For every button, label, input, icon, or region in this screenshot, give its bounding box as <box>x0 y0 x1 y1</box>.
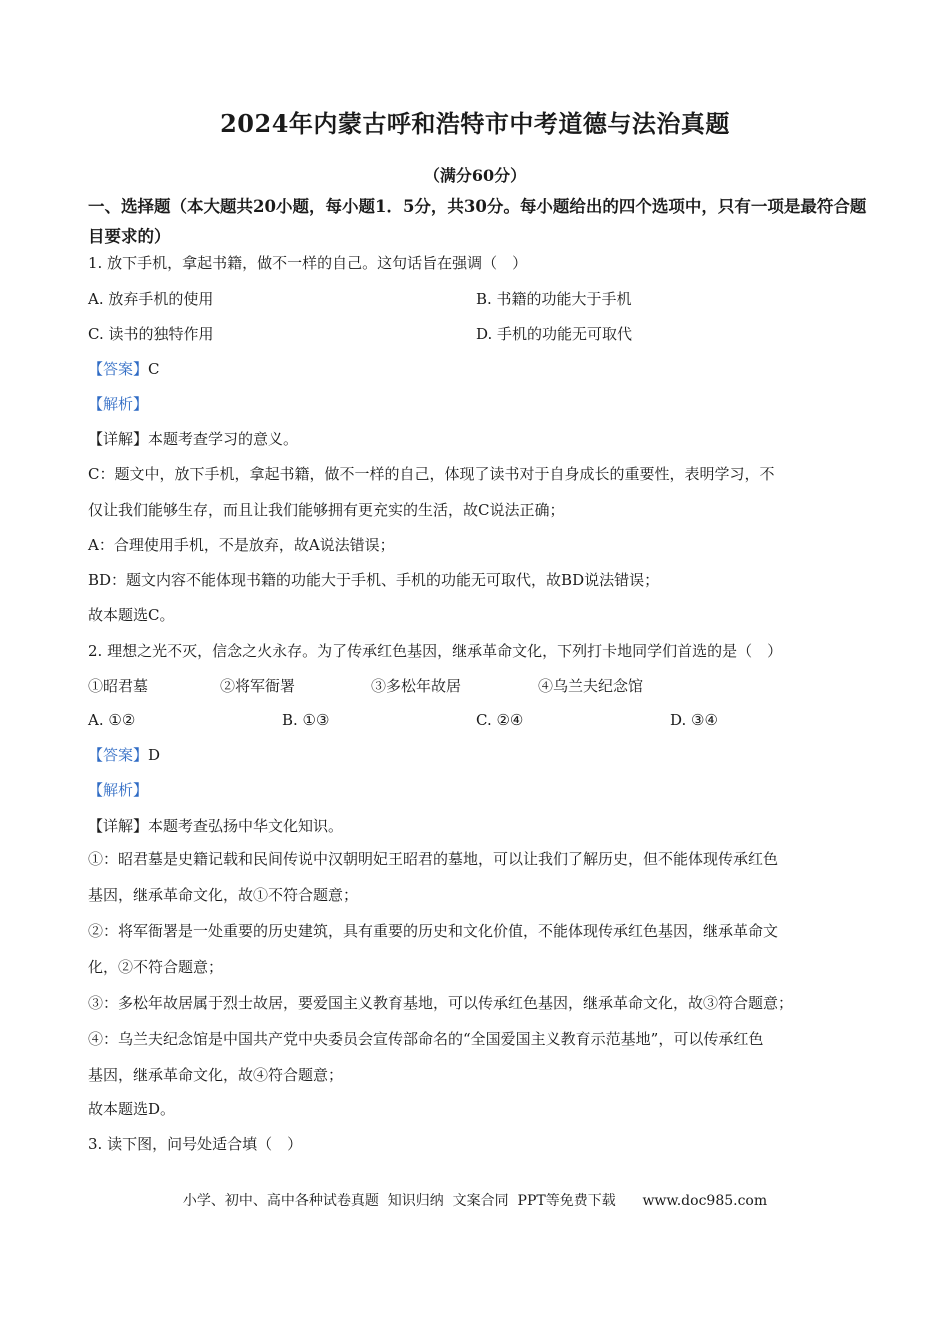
q1-option-b: B. 书籍的功能大于手机 <box>476 290 632 308</box>
detail-text: 本题考查学习的意义。 <box>148 430 299 448</box>
q1-detail <box>88 429 868 449</box>
q2-explanation-line: 化，②不符合题意； <box>88 958 224 976</box>
q3-stem: 3. 读下图，问号处适合填（ ） <box>88 1135 303 1153</box>
q1-answer <box>88 359 868 379</box>
analysis-tag: 【解析】 <box>88 781 149 799</box>
detail-tag: 【详解】 <box>88 817 149 835</box>
q2-stem: 2. 理想之光不灭，信念之火永存。为了传承红色基因，继承革命文化，下列打卡地同学们首选的是（ ） <box>88 642 783 660</box>
q1-stem: 1. 放下手机，拿起书籍，做不一样的自己。这句话旨在强调（ ） <box>88 254 528 272</box>
q2-analysis <box>88 780 868 800</box>
q2-explanation-line: ③：多松年故居属于烈士故居，要爱国主义教育基地，可以传承红色基因，继承革命文化，故③符合题意； <box>88 994 794 1012</box>
q1-explanation-line: C：题文中，放下手机，拿起书籍，做不一样的自己，体现了读书对于自身成长的重要性，表明学习，不 <box>88 465 775 483</box>
q2-explanation-line: ④：乌兰夫纪念馆是中国共产党中央委员会宣传部命名的“全国爱国主义教育示范基地”，可以传承红色 <box>88 1030 764 1048</box>
q2-explanation-line: ①：昭君墓是史籍记载和民间传说中汉朝明妃王昭君的墓地，可以让我们了解历史，但不能体现传承红色 <box>88 850 779 868</box>
analysis-tag: 【解析】 <box>88 395 149 413</box>
score-subtitle: （满分60分） <box>423 166 527 185</box>
q2-explanation-line: 基因，继承革命文化，故④符合题意； <box>88 1066 344 1084</box>
q2-item-2: ②将军衙署 <box>220 677 296 695</box>
q1-explanation-line: 仅让我们能够生存，而且让我们能够拥有更充实的生活，故C说法正确； <box>88 501 565 519</box>
answer-value: D <box>148 746 161 764</box>
q2-option-c: C. ②④ <box>476 711 524 729</box>
q1-explanation-line: BD：题文内容不能体现书籍的功能大于手机、手机的功能无可取代，故BD说法错误； <box>88 571 660 589</box>
q2-answer <box>88 745 868 765</box>
page-footer: 小学、初中、高中各种试卷真题 知识归纳 文案合同 PPT等免费下载 www.doc985.com <box>182 1193 768 1209</box>
section-heading: 一、选择题（本大题共20小题，每小题1．5分，共30分。每小题给出的四个选项中，只有一项是最符合题目要求的） <box>88 197 867 246</box>
q2-item-3: ③多松年故居 <box>371 677 462 695</box>
q2-option-b: B. ①③ <box>282 711 330 729</box>
q2-explanation-line: 基因，继承革命文化，故①不符合题意； <box>88 886 359 904</box>
q1-explanation-line: A：合理使用手机，不是放弃，故A说法错误； <box>88 536 395 554</box>
detail-text: 本题考查弘扬中华文化知识。 <box>148 817 344 835</box>
detail-tag: 【详解】 <box>88 430 149 448</box>
q2-explanation-line: ②：将军衙署是一处重要的历史建筑，具有重要的历史和文化价值，不能体现传承红色基因，继承革命文 <box>88 922 779 940</box>
page-title: 2024年内蒙古呼和浩特市中考道德与法治真题 <box>220 109 730 138</box>
q2-item-4: ④乌兰夫纪念馆 <box>538 677 644 695</box>
q1-option-c: C. 读书的独特作用 <box>88 325 214 343</box>
q2-option-a: A. ①② <box>88 711 136 729</box>
answer-value: C <box>148 360 160 378</box>
answer-tag: 【答案】 <box>88 746 149 764</box>
q2-explanation-line: 故本题选D。 <box>88 1100 176 1118</box>
q1-option-a: A. 放弃手机的使用 <box>88 290 214 308</box>
q1-analysis <box>88 394 868 414</box>
answer-tag: 【答案】 <box>88 360 149 378</box>
q2-option-d: D. ③④ <box>670 711 718 729</box>
q2-detail <box>88 816 868 836</box>
q2-item-1: ①昭君墓 <box>88 677 149 695</box>
q1-option-d: D. 手机的功能无可取代 <box>476 325 633 343</box>
q1-explanation-line: 故本题选C。 <box>88 606 175 624</box>
